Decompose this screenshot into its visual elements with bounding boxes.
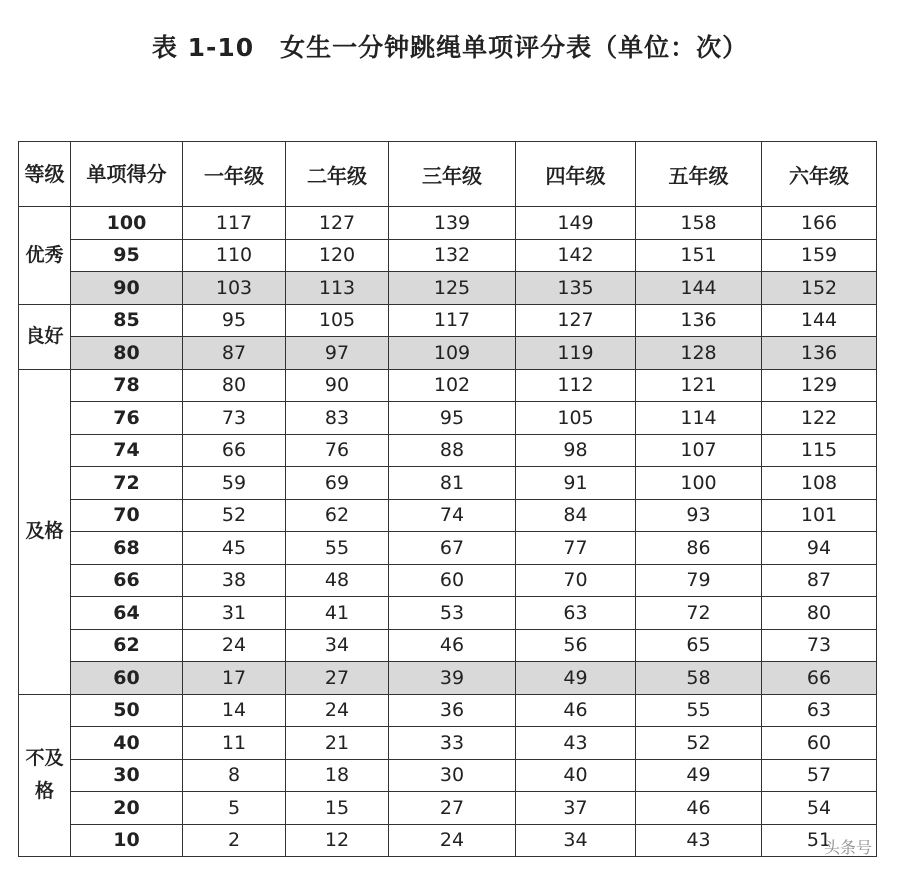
count-cell: 166 xyxy=(762,207,877,240)
score-cell: 64 xyxy=(71,597,183,630)
count-cell: 63 xyxy=(762,694,877,727)
table-row xyxy=(19,662,877,695)
table-row xyxy=(19,792,877,825)
level-cell: 良好 xyxy=(19,304,71,369)
table-row xyxy=(19,304,877,337)
count-cell: 53 xyxy=(389,597,516,630)
count-cell: 56 xyxy=(516,629,636,662)
count-cell: 15 xyxy=(286,792,389,825)
count-cell: 117 xyxy=(183,207,286,240)
header-grade: 四年级 xyxy=(516,142,636,207)
count-cell: 37 xyxy=(516,792,636,825)
score-cell: 10 xyxy=(71,824,183,857)
count-cell: 159 xyxy=(762,239,877,272)
count-cell: 74 xyxy=(389,499,516,532)
count-cell: 8 xyxy=(183,759,286,792)
count-cell: 46 xyxy=(389,629,516,662)
count-cell: 108 xyxy=(762,467,877,500)
score-cell: 50 xyxy=(71,694,183,727)
count-cell: 58 xyxy=(636,662,762,695)
table-row xyxy=(19,629,877,662)
table-row xyxy=(19,207,877,240)
count-cell: 70 xyxy=(516,564,636,597)
count-cell: 127 xyxy=(286,207,389,240)
table-row xyxy=(19,597,877,630)
watermark: 头条号 xyxy=(823,838,872,857)
count-cell: 91 xyxy=(516,467,636,500)
header-score: 单项得分 xyxy=(71,142,183,207)
count-cell: 34 xyxy=(516,824,636,857)
count-cell: 101 xyxy=(762,499,877,532)
score-cell: 95 xyxy=(71,239,183,272)
table-row xyxy=(19,532,877,565)
table-row xyxy=(19,434,877,467)
table-row xyxy=(19,467,877,500)
count-cell: 127 xyxy=(516,304,636,337)
table-row xyxy=(19,564,877,597)
count-cell: 27 xyxy=(286,662,389,695)
count-cell: 49 xyxy=(636,759,762,792)
count-cell: 66 xyxy=(183,434,286,467)
count-cell: 63 xyxy=(516,597,636,630)
count-cell: 107 xyxy=(636,434,762,467)
count-cell: 60 xyxy=(762,727,877,760)
count-cell: 144 xyxy=(762,304,877,337)
count-cell: 59 xyxy=(183,467,286,500)
count-cell: 31 xyxy=(183,597,286,630)
count-cell: 73 xyxy=(762,629,877,662)
count-cell: 11 xyxy=(183,727,286,760)
count-cell: 100 xyxy=(636,467,762,500)
count-cell: 33 xyxy=(389,727,516,760)
score-cell: 62 xyxy=(71,629,183,662)
count-cell: 120 xyxy=(286,239,389,272)
count-cell: 62 xyxy=(286,499,389,532)
count-cell: 93 xyxy=(636,499,762,532)
count-cell: 55 xyxy=(286,532,389,565)
count-cell: 152 xyxy=(762,272,877,305)
count-cell: 55 xyxy=(636,694,762,727)
score-cell: 90 xyxy=(71,272,183,305)
count-cell: 151 xyxy=(636,239,762,272)
score-cell: 70 xyxy=(71,499,183,532)
count-cell: 122 xyxy=(762,402,877,435)
count-cell: 117 xyxy=(389,304,516,337)
score-cell: 76 xyxy=(71,402,183,435)
count-cell: 24 xyxy=(286,694,389,727)
count-cell: 83 xyxy=(286,402,389,435)
count-cell: 60 xyxy=(389,564,516,597)
count-cell: 52 xyxy=(183,499,286,532)
count-cell: 98 xyxy=(516,434,636,467)
count-cell: 79 xyxy=(636,564,762,597)
table-row xyxy=(19,499,877,532)
table-row xyxy=(19,369,877,402)
count-cell: 144 xyxy=(636,272,762,305)
count-cell: 57 xyxy=(762,759,877,792)
count-cell: 52 xyxy=(636,727,762,760)
score-cell: 74 xyxy=(71,434,183,467)
table-row xyxy=(19,759,877,792)
count-cell: 110 xyxy=(183,239,286,272)
count-cell: 90 xyxy=(286,369,389,402)
count-cell: 5 xyxy=(183,792,286,825)
count-cell: 132 xyxy=(389,239,516,272)
count-cell: 109 xyxy=(389,337,516,370)
count-cell: 36 xyxy=(389,694,516,727)
count-cell: 54 xyxy=(762,792,877,825)
count-cell: 14 xyxy=(183,694,286,727)
count-cell: 43 xyxy=(516,727,636,760)
level-cell: 及格 xyxy=(19,369,71,694)
count-cell: 81 xyxy=(389,467,516,500)
count-cell: 102 xyxy=(389,369,516,402)
count-cell: 87 xyxy=(183,337,286,370)
header-level: 等级 xyxy=(19,142,71,207)
score-cell: 60 xyxy=(71,662,183,695)
header-grade: 三年级 xyxy=(389,142,516,207)
count-cell: 12 xyxy=(286,824,389,857)
table-row xyxy=(19,337,877,370)
table-row xyxy=(19,824,877,857)
count-cell: 88 xyxy=(389,434,516,467)
count-cell: 128 xyxy=(636,337,762,370)
count-cell: 136 xyxy=(636,304,762,337)
count-cell: 139 xyxy=(389,207,516,240)
count-cell: 46 xyxy=(516,694,636,727)
scoring-table xyxy=(18,141,877,857)
count-cell: 95 xyxy=(389,402,516,435)
score-cell: 68 xyxy=(71,532,183,565)
score-cell: 66 xyxy=(71,564,183,597)
header-grade: 一年级 xyxy=(183,142,286,207)
score-cell: 20 xyxy=(71,792,183,825)
count-cell: 24 xyxy=(183,629,286,662)
count-cell: 86 xyxy=(636,532,762,565)
count-cell: 125 xyxy=(389,272,516,305)
count-cell: 65 xyxy=(636,629,762,662)
count-cell: 18 xyxy=(286,759,389,792)
count-cell: 112 xyxy=(516,369,636,402)
count-cell: 121 xyxy=(636,369,762,402)
count-cell: 142 xyxy=(516,239,636,272)
count-cell: 72 xyxy=(636,597,762,630)
count-cell: 69 xyxy=(286,467,389,500)
count-cell: 149 xyxy=(516,207,636,240)
score-cell: 78 xyxy=(71,369,183,402)
count-cell: 114 xyxy=(636,402,762,435)
count-cell: 17 xyxy=(183,662,286,695)
count-cell: 39 xyxy=(389,662,516,695)
header-row xyxy=(19,142,877,207)
score-cell: 30 xyxy=(71,759,183,792)
table-title: 表 1-10 女生一分钟跳绳单项评分表（单位：次） xyxy=(151,33,749,62)
table-row xyxy=(19,402,877,435)
count-cell: 38 xyxy=(183,564,286,597)
count-cell: 2 xyxy=(183,824,286,857)
count-cell: 94 xyxy=(762,532,877,565)
count-cell: 80 xyxy=(183,369,286,402)
count-cell: 45 xyxy=(183,532,286,565)
score-cell: 80 xyxy=(71,337,183,370)
header-grade: 五年级 xyxy=(636,142,762,207)
count-cell: 43 xyxy=(636,824,762,857)
count-cell: 77 xyxy=(516,532,636,565)
count-cell: 105 xyxy=(516,402,636,435)
table-body xyxy=(19,207,877,857)
count-cell: 84 xyxy=(516,499,636,532)
count-cell: 30 xyxy=(389,759,516,792)
count-cell: 87 xyxy=(762,564,877,597)
count-cell: 73 xyxy=(183,402,286,435)
count-cell: 97 xyxy=(286,337,389,370)
count-cell: 76 xyxy=(286,434,389,467)
count-cell: 105 xyxy=(286,304,389,337)
table-row xyxy=(19,239,877,272)
count-cell: 24 xyxy=(389,824,516,857)
count-cell: 103 xyxy=(183,272,286,305)
count-cell: 49 xyxy=(516,662,636,695)
count-cell: 46 xyxy=(636,792,762,825)
count-cell: 136 xyxy=(762,337,877,370)
count-cell: 119 xyxy=(516,337,636,370)
count-cell: 27 xyxy=(389,792,516,825)
count-cell: 34 xyxy=(286,629,389,662)
table-row xyxy=(19,694,877,727)
count-cell: 67 xyxy=(389,532,516,565)
score-cell: 40 xyxy=(71,727,183,760)
count-cell: 115 xyxy=(762,434,877,467)
count-cell: 66 xyxy=(762,662,877,695)
count-cell: 40 xyxy=(516,759,636,792)
count-cell: 48 xyxy=(286,564,389,597)
count-cell: 51 xyxy=(762,824,877,857)
count-cell: 95 xyxy=(183,304,286,337)
count-cell: 80 xyxy=(762,597,877,630)
count-cell: 113 xyxy=(286,272,389,305)
header-grade: 六年级 xyxy=(762,142,877,207)
count-cell: 135 xyxy=(516,272,636,305)
score-cell: 72 xyxy=(71,467,183,500)
score-cell: 100 xyxy=(71,207,183,240)
count-cell: 21 xyxy=(286,727,389,760)
level-cell: 优秀 xyxy=(19,207,71,305)
count-cell: 158 xyxy=(636,207,762,240)
level-cell: 不及格 xyxy=(19,694,71,857)
count-cell: 129 xyxy=(762,369,877,402)
score-cell: 85 xyxy=(71,304,183,337)
table-row xyxy=(19,727,877,760)
table-row xyxy=(19,272,877,305)
count-cell: 41 xyxy=(286,597,389,630)
header-grade: 二年级 xyxy=(286,142,389,207)
